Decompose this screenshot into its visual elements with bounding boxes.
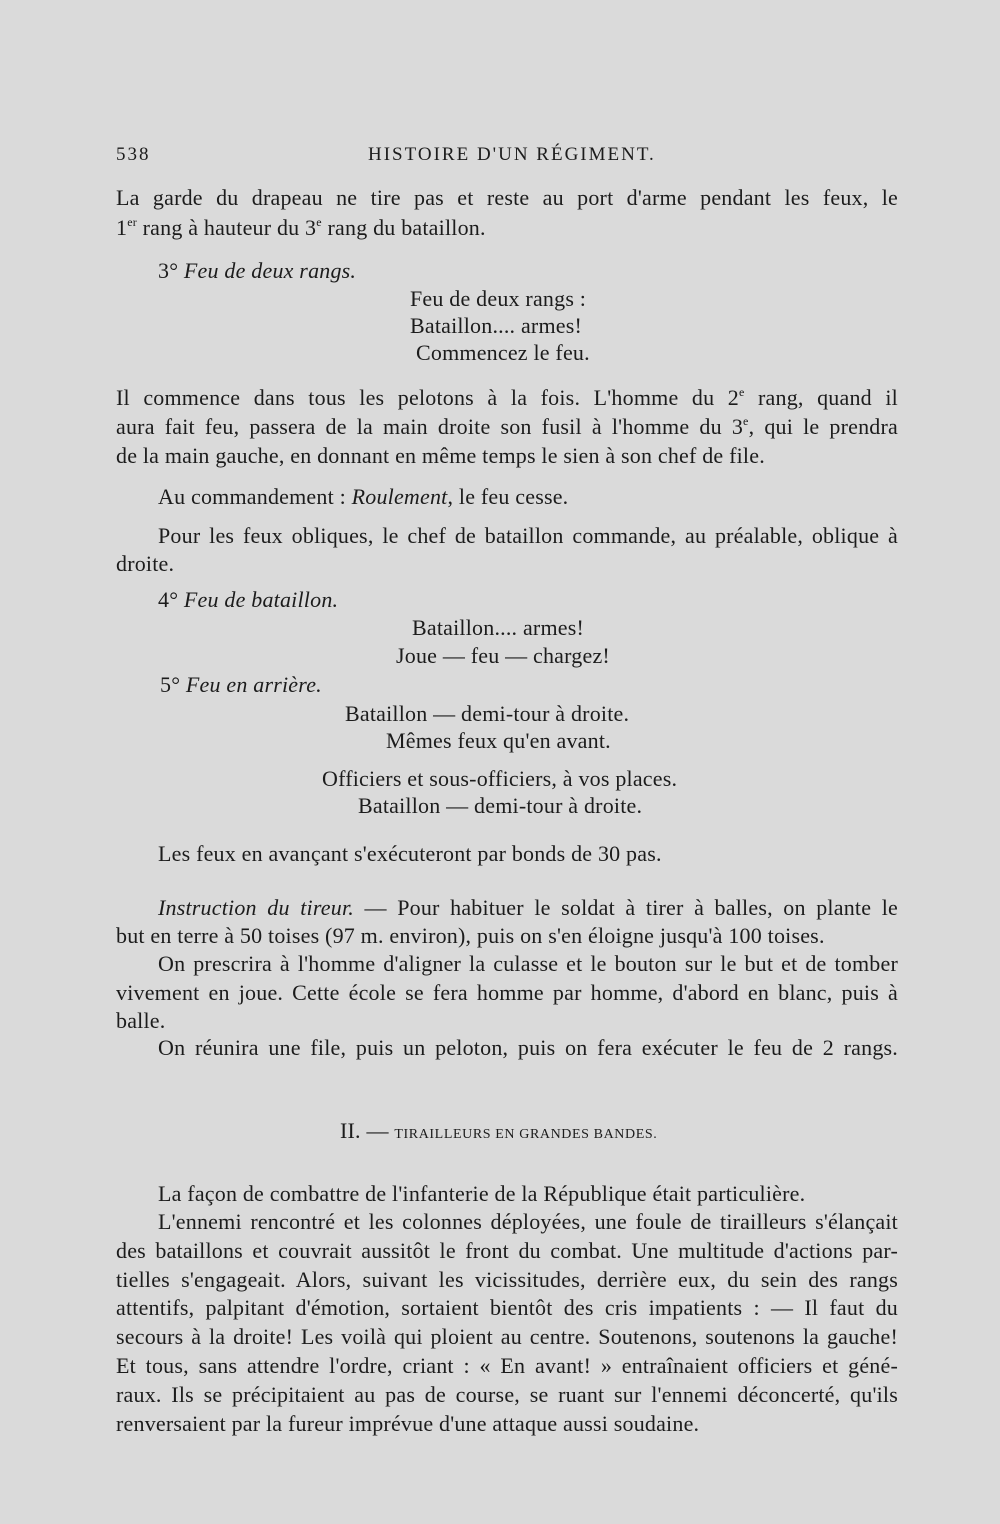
section-title-text: TIRAILLEURS EN GRANDES BANDES.	[394, 1127, 658, 1142]
heading-title: Feu de bataillon.	[183, 587, 339, 612]
paragraph-line	[158, 894, 898, 922]
text-run: 1	[116, 215, 128, 240]
heading-number: 3°	[158, 258, 184, 283]
text-run-italic: Roulement	[351, 484, 448, 509]
paragraph-line: Et tous, sans attendre l'ordre, criant : « En avant! » entraînaient officiers et géné-	[116, 1353, 898, 1378]
text-run: , qui le prendra	[748, 414, 898, 439]
paragraph-line: but en terre à 50 toises (97 m. environ), puis on s'en éloigne jusqu'à 100 toises.	[116, 923, 825, 948]
paragraph-line: Les feux en avançant s'exécuteront par bonds de 30 pas.	[158, 841, 662, 866]
paragraph-line: de la main gauche, en donnant en même temps le sien à son chef de file.	[116, 443, 765, 468]
command-line: Bataillon — demi-tour à droite.	[358, 793, 643, 818]
command-line: Officiers et sous-officiers, à vos places.	[322, 766, 678, 791]
superscript: e	[743, 414, 749, 428]
section-title	[340, 1117, 657, 1149]
superscript: e	[739, 385, 745, 399]
superscript: er	[127, 215, 137, 229]
command-line: Commencez le feu.	[416, 340, 590, 365]
paragraph-line: vivement en joue. Cette école se fera homme par homme, d'abord en blanc, puis à	[116, 980, 898, 1005]
paragraph-line: des bataillons et couvrait aussitôt le front du combat. Une multitude d'actions par-	[116, 1238, 898, 1263]
paragraph-line: La façon de combattre de l'infanterie de la République était particulière.	[158, 1181, 806, 1206]
paragraph-line	[116, 413, 898, 441]
paragraph-line: On réunira une file, puis un peloton, puis on fera exécuter le feu de 2 rangs.	[158, 1035, 898, 1060]
command-line: Feu de deux rangs :	[410, 286, 587, 311]
section-heading	[158, 586, 338, 614]
text-run: aura fait feu, passera de la main droite son fusil à l'homme du 3	[116, 414, 744, 439]
paragraph-line: La garde du drapeau ne tire pas et reste au port d'arme pendant les feux, le	[116, 185, 898, 210]
paragraph-line: renversaient par la fureur imprévue d'une attaque aussi soudaine.	[116, 1411, 700, 1436]
paragraph-line: attentifs, palpitant d'émotion, sortaient bientôt des cris impatients : — Il faut du	[116, 1295, 898, 1320]
text-run: rang du bataillon.	[321, 215, 486, 240]
text-run-italic: Instruction du tireur.	[158, 895, 354, 920]
text-run: Il commence dans tous les pelotons à la fois. L'homme du 2	[116, 385, 739, 410]
paragraph-line	[116, 384, 898, 412]
text-run: rang, quand il	[744, 385, 898, 410]
section-number: II. —	[340, 1118, 395, 1143]
paragraph-line: Pour les feux obliques, le chef de bataillon commande, au préalable, oblique à	[158, 523, 898, 548]
paragraph-line: On prescrira à l'homme d'aligner la culasse et le bouton sur le but et de tomber	[158, 951, 898, 976]
superscript: e	[316, 215, 322, 229]
command-line: Joue — feu — chargez!	[396, 643, 610, 668]
page-number: 538	[116, 144, 151, 165]
text-run: rang à hauteur du 3	[136, 215, 317, 240]
paragraph-line	[158, 483, 568, 511]
text-run: — Pour habituer le soldat à tirer à balles, on plante le	[353, 895, 898, 920]
paragraph-line: tielles s'engageait. Alors, suivant les vicissitudes, derrière eux, du sein des rangs	[116, 1267, 898, 1292]
text-run: , le feu cesse.	[447, 484, 569, 509]
running-header	[116, 144, 898, 174]
command-line: Bataillon.... armes!	[412, 615, 585, 640]
running-title: HISTOIRE D'UN RÉGIMENT.	[368, 144, 656, 165]
heading-title: Feu de deux rangs.	[183, 258, 357, 283]
paragraph-line: secours à la droite! Les voilà qui ploient au centre. Soutenons, soutenons la gauche!	[116, 1324, 898, 1349]
command-line: Bataillon — demi-tour à droite.	[345, 701, 630, 726]
section-heading	[158, 257, 356, 285]
section-heading	[160, 671, 322, 699]
text-run: Au commandement :	[158, 484, 352, 509]
paragraph-line: balle.	[116, 1008, 166, 1033]
paragraph-line: L'ennemi rencontré et les colonnes déployées, une foule de tirailleurs s'élançait	[158, 1209, 898, 1234]
heading-number: 4°	[158, 587, 184, 612]
heading-title: Feu en arrière.	[185, 672, 322, 697]
paragraph-line	[116, 214, 486, 242]
heading-number: 5°	[160, 672, 186, 697]
paragraph-line: droite.	[116, 551, 175, 576]
command-line: Bataillon.... armes!	[410, 313, 583, 338]
paragraph-line: raux. Ils se précipitaient au pas de course, se ruant sur l'ennemi déconcerté, qu'ils	[116, 1382, 898, 1407]
command-line: Mêmes feux qu'en avant.	[386, 728, 611, 753]
